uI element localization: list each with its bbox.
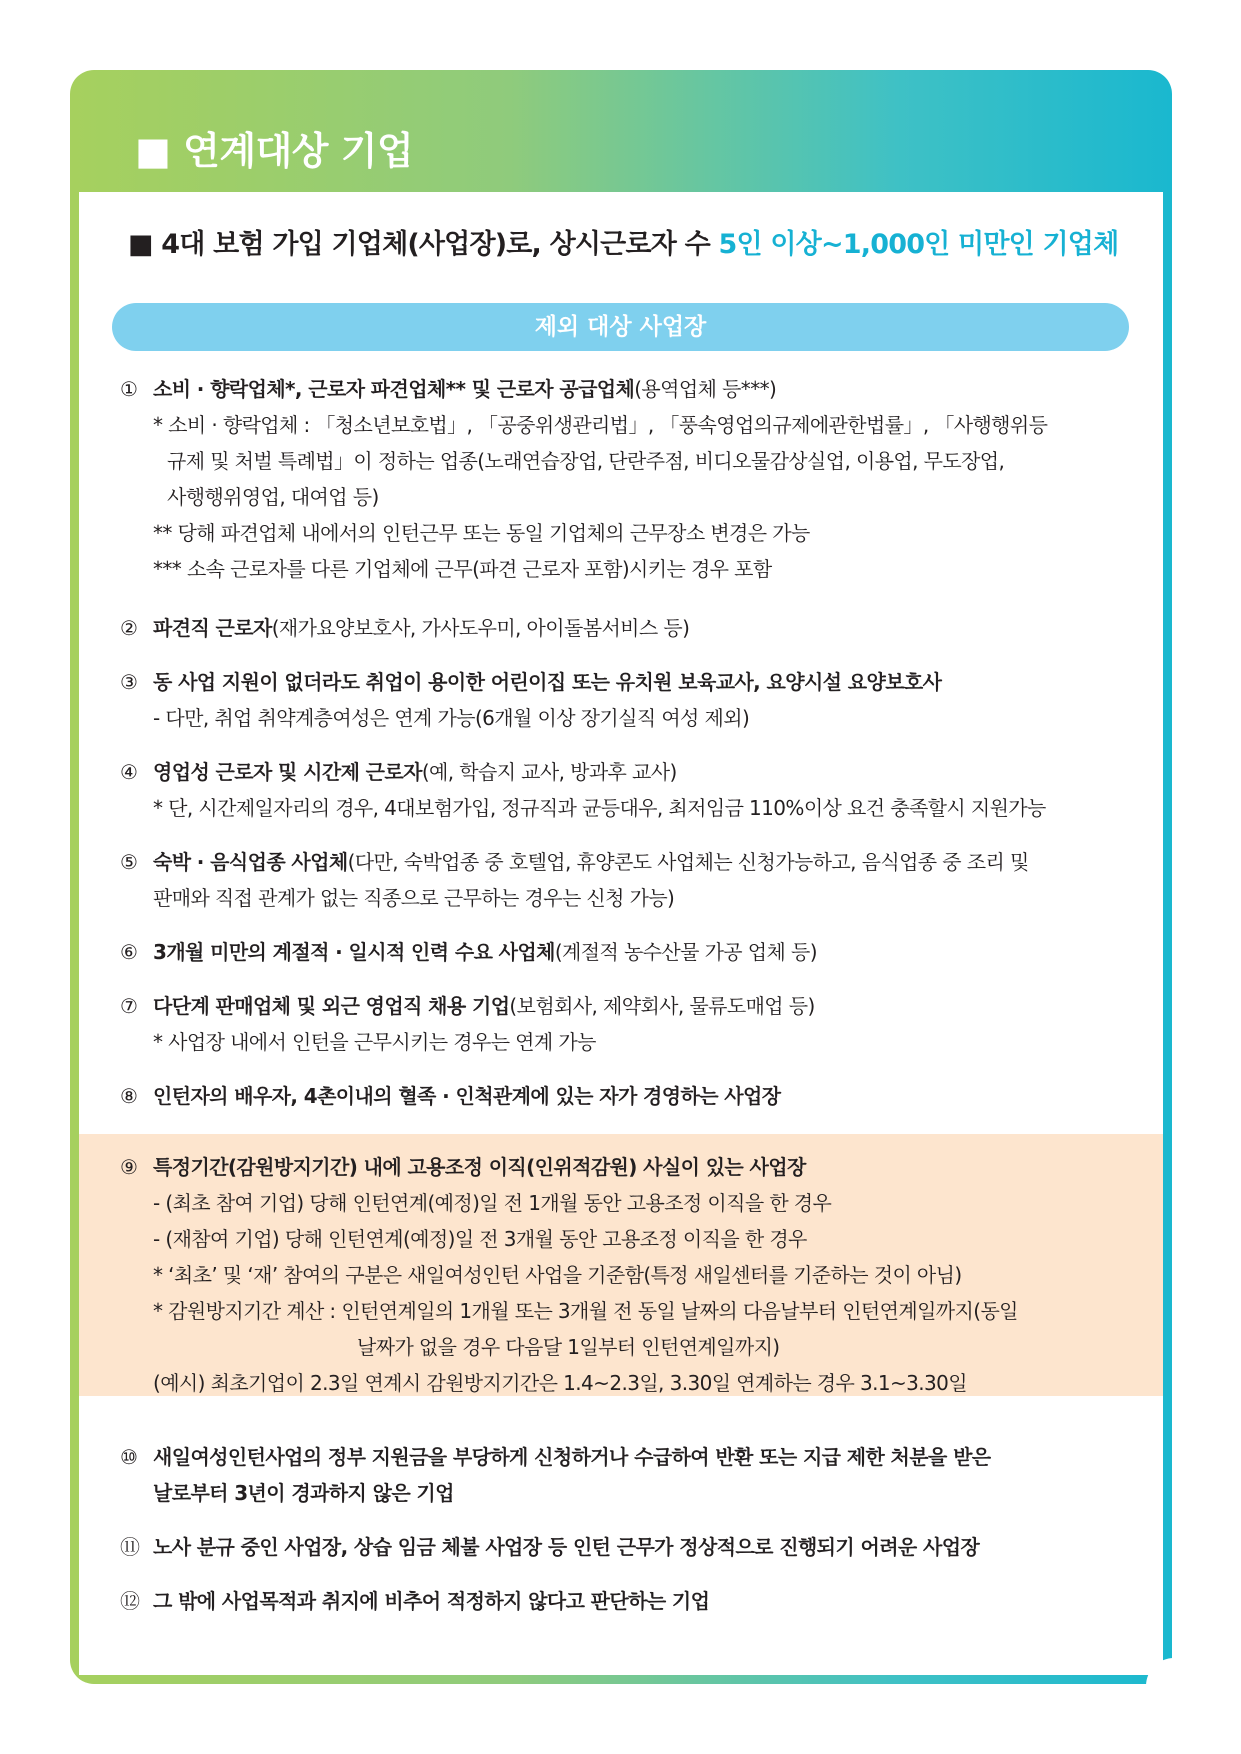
item-number: ⑫	[120, 1589, 140, 1613]
item-number: ②	[120, 616, 138, 640]
item-note: * ‘최초’ 및 ‘재’ 참여의 구분은 새일여성인턴 사업을 기준함(특정 새일센터를 기준하는 것이 아님)	[153, 1263, 962, 1287]
item-title: 3개월 미만의 계절적 · 일시적 인력 수요 사업체	[153, 940, 555, 964]
item-number: ⑧	[120, 1084, 138, 1108]
item-number: ⑨	[120, 1155, 138, 1179]
item-note: 규제 및 처벌 특례법」이 정하는 업종(노래연습장업, 단란주점, 비디오물감상실업, 이용업, 무도장업,	[167, 449, 1005, 473]
item-title: 파견직 근로자	[153, 616, 272, 640]
item-title-continued: 날로부터 3년이 경과하지 않은 기업	[153, 1481, 454, 1505]
item-note: - (재참여 기업) 당해 인턴연계(예정)일 전 3개월 동안 고용조정 이직을 한 경우	[153, 1227, 807, 1251]
item-number: ③	[120, 670, 138, 694]
item-detail-continued: 판매와 직접 관계가 없는 직종으로 근무하는 경우는 신청 가능)	[153, 886, 675, 910]
item-title: 노사 분규 중인 사업장, 상습 임금 체불 사업장 등 인턴 근무가 정상적으로 진행되기 어려운 사업장	[153, 1535, 980, 1559]
exclusion-item-highlighted	[120, 1149, 1130, 1401]
exclusion-item	[120, 844, 1130, 916]
item-title: 다단계 판매업체 및 외근 영업직 채용 기업	[153, 994, 510, 1018]
item-note: * 단, 시간제일자리의 경우, 4대보험가입, 정규직과 균등대우, 최저임금 110%이상 요건 충족할시 지원가능	[153, 796, 1046, 820]
item-title: 동 사업 지원이 없더라도 취업이 용이한 어린이집 또는 유치원 보육교사, 요양시설 요양보호사	[153, 670, 942, 694]
exclusion-item	[120, 1529, 1130, 1565]
exclusion-item	[120, 610, 1130, 646]
item-number: ⑤	[120, 850, 138, 874]
item-number: ⑦	[120, 994, 138, 1018]
exclusion-item	[120, 1583, 1130, 1619]
item-note: - (최초 참여 기업) 당해 인턴연계(예정)일 전 1개월 동안 고용조정 이직을 한 경우	[153, 1191, 832, 1215]
item-detail: (재가요양보호사, 가사도우미, 아이돌봄서비스 등)	[271, 616, 690, 640]
item-note: 날짜가 없을 경우 다음달 1일부터 인턴연계일까지)	[357, 1335, 780, 1359]
item-note: ** 당해 파견업체 내에서의 인턴근무 또는 동일 기업체의 근무장소 변경은 가능	[153, 521, 810, 545]
item-title: 영업성 근로자 및 시간제 근로자	[153, 760, 422, 784]
item-example: (예시) 최초기업이 2.3일 연계시 감원방지기간은 1.4~2.3일, 3.30일 연계하는 경우 3.1~3.30일	[153, 1371, 968, 1395]
target-description	[128, 222, 1118, 261]
item-note: - 다만, 취업 취약계층여성은 연계 가능(6개월 이상 장기실직 여성 제외)	[153, 706, 750, 730]
item-title: 특정기간(감원방지기간) 내에 고용조정 이직(인위적감원) 사실이 있는 사업장	[153, 1155, 806, 1179]
item-title: 새일여성인턴사업의 정부 지원금을 부당하게 신청하거나 수급하여 반환 또는 지급 제한 처분을 받은	[153, 1445, 991, 1469]
item-detail: (예, 학습지 교사, 방과후 교사)	[421, 760, 677, 784]
item-number: ⑥	[120, 940, 138, 964]
item-title: 그 밖에 사업목적과 취지에 비추어 적정하지 않다고 판단하는 기업	[153, 1589, 710, 1613]
exclusion-item	[120, 934, 1130, 970]
item-note: * 감원방지기간 계산 : 인턴연계일의 1개월 또는 3개월 전 동일 날짜의 다음날부터 인턴연계일까지(동일	[153, 1299, 1018, 1323]
item-number: ⑩	[120, 1445, 138, 1469]
item-detail: (용역업체 등***)	[634, 377, 777, 401]
item-title: 숙박 · 음식업종 사업체	[153, 850, 348, 874]
exclusion-item	[120, 1439, 1130, 1511]
item-note: *** 소속 근로자를 다른 기업체에 근무(파견 근로자 포함)시키는 경우 포함	[153, 557, 772, 581]
exclusion-item	[120, 371, 1130, 587]
item-title: 소비 · 향락업체*, 근로자 파견업체** 및 근로자 공급업체	[153, 377, 635, 401]
target-description-highlight: 5인 이상~1,000인 미만인 기업체	[718, 229, 1119, 260]
item-note: * 사업장 내에서 인턴을 근무시키는 경우는 연계 가능	[153, 1030, 596, 1054]
item-number: ④	[120, 760, 138, 784]
exclusion-item	[120, 664, 1130, 736]
item-note: * 소비 · 향락업체 : 「청소년보호법」, 「공중위생관리법」, 「풍속영업의규제에관한법률」, 「사행행위등	[153, 413, 1048, 437]
target-description-text: ■ 4대 보험 가입 기업체(사업장)로, 상시근로자 수	[128, 229, 719, 260]
exclusion-item	[120, 754, 1130, 826]
item-title: 인턴자의 배우자, 4촌이내의 혈족 · 인척관계에 있는 자가 경영하는 사업장	[153, 1084, 781, 1108]
exclusion-item	[120, 1078, 1130, 1114]
section-label: 제외 대상 사업장	[112, 303, 1129, 351]
item-number: ①	[120, 377, 138, 401]
item-detail: (계절적 농수산물 가공 업체 등)	[554, 940, 817, 964]
item-note: 사행행위영업, 대여업 등)	[167, 485, 379, 509]
exclusion-item	[120, 988, 1130, 1060]
item-number: ⑪	[120, 1535, 140, 1559]
item-detail: (보험회사, 제약회사, 물류도매업 등)	[509, 994, 815, 1018]
page-title: ■ 연계대상 기업	[135, 129, 414, 173]
item-detail: (다만, 숙박업종 중 호텔업, 휴양콘도 사업체는 신청가능하고, 음식업종 중 조리 및	[347, 850, 1029, 874]
